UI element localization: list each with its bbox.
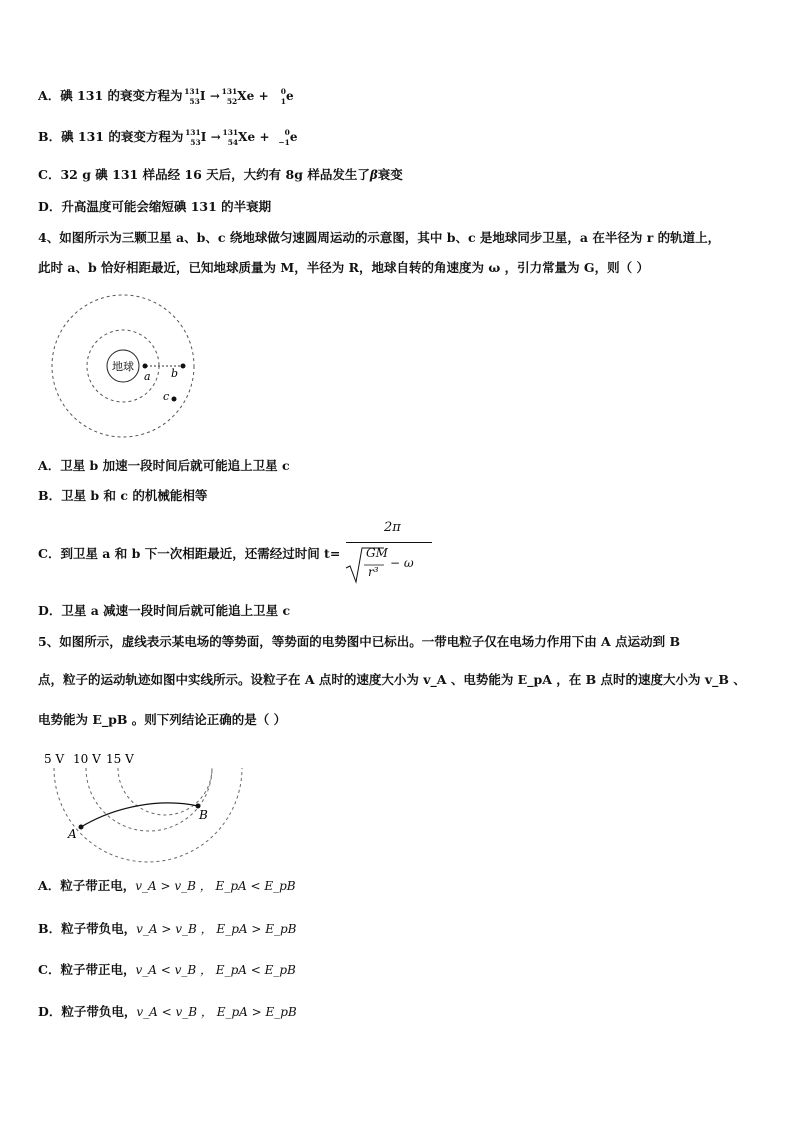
q3-option-b: B．碘 131 的衰变方程为 131 53 I → 131 54 Xe + 0 −1 e — [38, 127, 298, 147]
satellite-c — [172, 397, 177, 402]
point-a — [79, 825, 84, 830]
q3-option-d: D．升高温度可能会缩短碘 131 的半衰期 — [38, 199, 272, 214]
isotope-xe131: 131 52 — [221, 86, 238, 106]
isotope-electron: 0 1 — [280, 86, 286, 106]
q4-orbit-figure — [36, 294, 226, 444]
q4-option-d: D．卫星 a 减速一段时间后就可能追上卫星 c — [38, 603, 291, 618]
potential-10v: 10 V — [73, 752, 101, 766]
sqrt-sign — [344, 544, 434, 586]
satellite-b — [181, 364, 186, 369]
q4-stem-line2: 此时 a、b 恰好相距最近，已知地球质量为 M，半径为 R，地球自转的角速度为 ω ，引力常量为 G，则（ ） — [38, 260, 649, 275]
q4-stem-line1: 4、如图所示为三颗卫星 a、b、c 绕地球做匀速圆周运动的示意图，其中 b、c 是地球同步卫星，a 在半径为 r 的轨道上， — [38, 230, 721, 245]
q5-option-c: C．粒子带正电，v_A < v_B ， E_pA < E_pB — [38, 962, 296, 977]
isotope-i131: 131 53 — [184, 86, 200, 106]
isotope-electron: 0 −1 — [278, 127, 290, 147]
q5-field-figure — [36, 746, 256, 866]
q4-option-c-formula: 2π GM r³ − ω — [344, 520, 434, 586]
equipotential-10v — [86, 768, 212, 831]
fraction-bar — [346, 542, 432, 543]
earth-label: 地球 — [112, 360, 134, 373]
potential-5v: 5 V — [44, 752, 65, 766]
satellite-a — [143, 364, 148, 369]
q4-option-c: C．到卫星 a 和 b 下一次相距最近，还需经过时间 t= — [38, 546, 341, 561]
label-c: c — [163, 390, 170, 403]
q5-stem-line2: 点，粒子的运动轨迹如图中实线所示。设粒子在 A 点时的速度大小为 v_A 、电势能为 E_pA ，在 B 点时的速度大小为 v_B 、 — [38, 672, 746, 687]
q4-option-b: B．卫星 b 和 c 的机械能相等 — [38, 488, 208, 503]
label-A: A — [68, 827, 77, 841]
q3-option-c: C．32 g 碘 131 样品经 16 天后，大约有 8g 样品发生了β衰变 — [38, 167, 403, 182]
equipotential-5v — [54, 768, 242, 862]
q5-option-b: B．粒子带负电，v_A > v_B ， E_pA > E_pB — [38, 921, 297, 936]
q5-stem-line3: 电势能为 E_pB 。则下列结论正确的是（ ） — [38, 712, 287, 727]
label-a: a — [144, 370, 151, 383]
potential-15v: 15 V — [106, 752, 134, 766]
isotope-i131: 131 53 — [185, 127, 201, 147]
q3-option-a: A．碘 131 的衰变方程为 131 53 I → 131 52 Xe + 0 1 e — [38, 86, 294, 106]
label-B: B — [199, 808, 208, 822]
particle-trajectory — [81, 803, 198, 827]
label-b: b — [171, 367, 179, 380]
q5-stem-line1: 5、如图所示，虚线表示某电场的等势面，等势面的电势图中已标出。一带电粒子仅在电场力作用下由 A 点运动到 B — [38, 634, 681, 649]
isotope-xe131: 131 54 — [222, 127, 239, 147]
q4-option-a: A．卫星 b 加速一段时间后就可能追上卫星 c — [38, 458, 290, 473]
q5-option-d: D．粒子带负电，v_A < v_B ， E_pA > E_pB — [38, 1004, 297, 1019]
q5-option-a: A．粒子带正电，v_A > v_B ， E_pA < E_pB — [38, 878, 296, 893]
